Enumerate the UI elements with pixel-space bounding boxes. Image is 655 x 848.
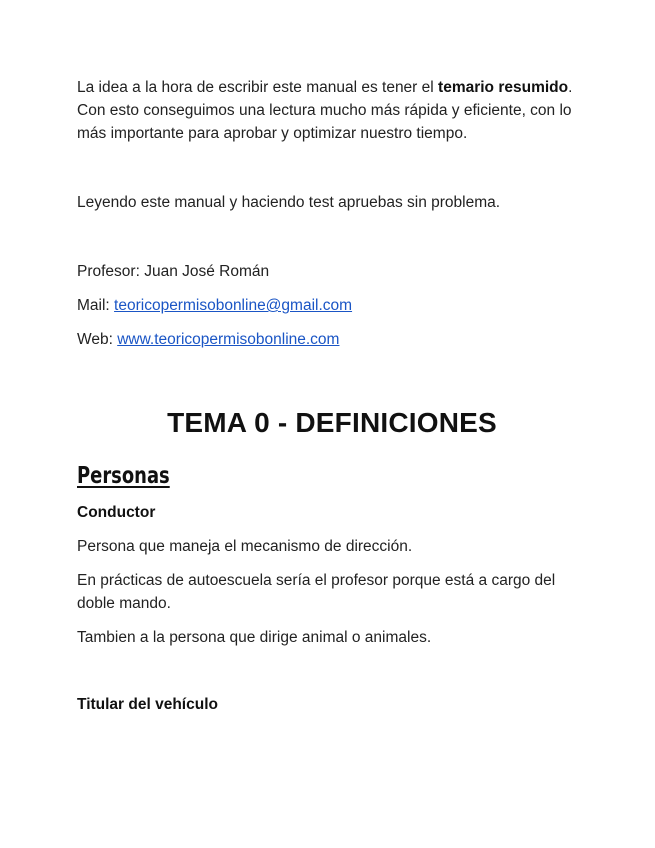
topic-title: TEMA 0 - DEFINICIONES — [167, 407, 497, 438]
page-content — [77, 76, 587, 716]
term-title: Titular del vehículo — [77, 696, 218, 713]
intro-text-start: La idea a la hora de escribir este manual es tener el — [77, 79, 439, 96]
term-definition: Persona que maneja el mecanismo de dirección. — [77, 538, 413, 555]
intro-text-end: . Con esto conseguimos una lectura mucho más rápida y eficiente, con lo más importante para aprobar y optimizar nuestro tiempo. — [77, 79, 573, 142]
web-link[interactable]: www.teoricopermisobonline.com — [117, 331, 340, 348]
verdict-paragraph: Leyendo este manual y haciendo test apruebas sin problema. — [77, 194, 501, 211]
teacher-line — [77, 260, 587, 283]
teacher-name: Juan José Román — [144, 263, 270, 280]
mail-label: Mail: — [77, 297, 115, 314]
web-line — [77, 328, 587, 351]
teacher-label: Profesor: — [77, 263, 145, 280]
term-block-titular — [77, 693, 587, 716]
term-definition: En prácticas de autoescuela sería el profesor porque está a cargo del doble mando. — [77, 572, 556, 612]
web-label: Web: — [77, 331, 118, 348]
mail-line — [77, 294, 587, 317]
term-definition: Tambien a la persona que dirige animal o animales. — [77, 629, 432, 646]
section-title: Personas — [77, 463, 170, 489]
mail-link[interactable]: teoricopermisobonline@gmail.com — [114, 297, 353, 314]
intro-paragraph — [77, 76, 587, 145]
term-title: Conductor — [77, 504, 156, 521]
term-block-conductor — [77, 501, 587, 649]
intro-bold-text: temario resumido — [438, 79, 569, 96]
